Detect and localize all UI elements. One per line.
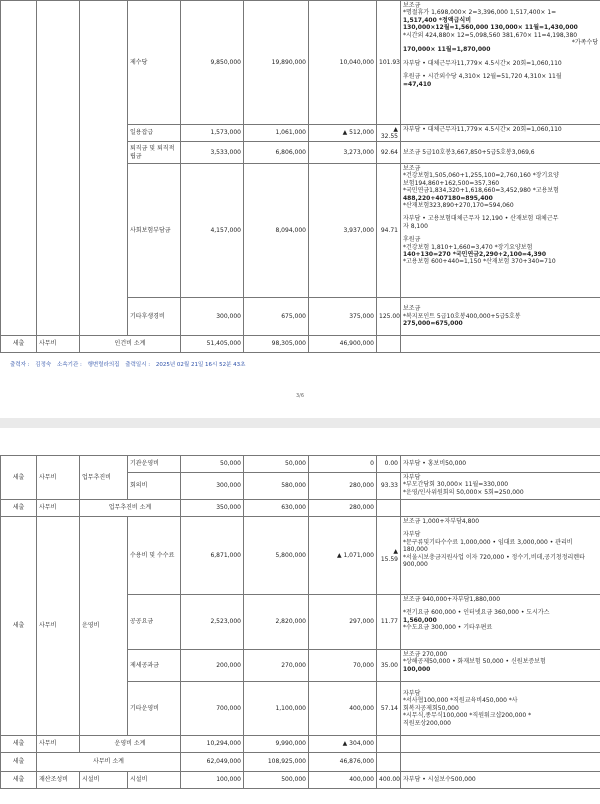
item-notes: 보조금 5급10호봉3,667,850+5급5호봉3,069,6 <box>401 142 600 164</box>
category-cell: 세출 <box>1 500 37 517</box>
category-cell: 재산조성비 <box>37 772 80 789</box>
budget-prev: 2,523,000 <box>181 595 244 650</box>
item-notes: 보조금 *명절휴가 1,698,000× 2=3,396,000 1,517,400× 1= 1,517,400 *정액급식비 130,000×12월=1,560,000 130,000× 11월=1,430,000 *시간외 424,880× 12=5,098,560 381,670× 11=4,198,380 *가족수당 170,000× 11월=1,870,000 자부담 • 대체근무자11,779× 4.5시간× 20회=1,060,110 후원금 • 시간외수당 4,310× 12월=51,720 4,310× 11월 =47,410 <box>401 1 600 125</box>
budget-current: 50,000 <box>244 456 309 473</box>
page-1 <box>0 0 600 353</box>
page-2 <box>0 455 600 789</box>
item-label: 퇴직금 및 퇴직적립금 <box>128 142 181 164</box>
budget-diff: 280,000 <box>309 473 377 500</box>
subtotal-current: 108,925,000 <box>244 753 309 772</box>
budget-current: 1,061,000 <box>244 125 309 142</box>
budget-prev: 700,000 <box>181 682 244 736</box>
table-row <box>1 517 600 595</box>
budget-diff: 3,937,000 <box>309 164 377 298</box>
table-row <box>1 772 600 789</box>
budget-current: 675,000 <box>244 298 309 336</box>
subtotal-current: 9,990,000 <box>244 736 309 753</box>
budget-current: 19,890,000 <box>244 1 309 125</box>
budget-diff: 70,000 <box>309 650 377 682</box>
item-label: 제세공과금 <box>128 650 181 682</box>
category-cell: 사무비 <box>37 336 80 353</box>
budget-current: 6,806,000 <box>244 142 309 164</box>
budget-pct: 92.64 <box>377 142 401 164</box>
budget-diff: 10,040,000 <box>309 1 377 125</box>
subtotal-row <box>1 753 600 772</box>
budget-pct: 35.00 <box>377 650 401 682</box>
page-number: 3/6 <box>295 393 305 399</box>
budget-current: 2,820,000 <box>244 595 309 650</box>
budget-pct: 101.93 <box>377 1 401 125</box>
section-cell <box>1 1 37 336</box>
item-label: 기타후생경비 <box>128 298 181 336</box>
item-label: 사회보험부담금 <box>128 164 181 298</box>
print-info: 출력자 : 김정숙 소속기관 : 행변렬라의집 출력일시 : 2025년 02월 21일 16시 52분 43초 <box>10 362 246 368</box>
budget-pct: 93.33 <box>377 473 401 500</box>
category-cell: 사무비 <box>37 500 80 517</box>
subtotal-row <box>1 736 600 753</box>
budget-current: 8,094,000 <box>244 164 309 298</box>
subtotal-diff: ▲ 304,000 <box>309 736 377 753</box>
category-cell: 세출 <box>1 456 37 500</box>
budget-diff: 0 <box>309 456 377 473</box>
subtotal-label: 사무비 소계 <box>37 753 181 772</box>
item-notes: 보조금 *건강보험1,505,060+1,255,100=2,760,160 *장기요양 보험194,860+162,500=357,360 *국민연금1,834,320+1,618,660=3,452,980 *고용보험 488,220+407180=895,400 *산재보험323,890+270,170=594,060 자부담 • 고용보험대체근무자 12,190 • 산재보험 대체근무 자 8,100 후원금 *건강보험 1,810+1,660=3,470 *장기요양보험 140+130=270 *국민연금2,290+2,100=4,390 *고용보험 600+440=1,150 *산재보험 370+340=710 <box>401 164 600 298</box>
budget-table-page1 <box>0 0 600 353</box>
budget-current: 270,000 <box>244 650 309 682</box>
subtotal-row <box>1 500 600 517</box>
category-cell: 업무추진비 <box>80 456 128 500</box>
item-label: 기관운영비 <box>128 456 181 473</box>
table-row <box>1 456 600 473</box>
budget-diff: ▲ 1,071,000 <box>309 517 377 595</box>
item-notes: 자부담 • 대체근무자11,779× 4.5시간× 20회=1,060,110 <box>401 125 600 142</box>
item-label: 일용잡급 <box>128 125 181 142</box>
subtotal-current: 98,305,000 <box>244 336 309 353</box>
section-cell <box>37 1 80 336</box>
budget-pct: 0.00 <box>377 456 401 473</box>
item-notes: 보조금 *복지포인트 5급10호봉400,000+5급5호봉 275,000=675,000 <box>401 298 600 336</box>
item-notes: 보조금 1,000+자부담4,800 자부담 *문구류및기타수수료 1,000,000 • 임대료 3,000,000 • 관리비 180,000 *서울시보충금지원사업 이자 720,000 • 정수기,비데,공기청정리렌타 900,000 <box>401 517 600 595</box>
category-cell: 세출 <box>1 772 37 789</box>
subtotal-prev: 350,000 <box>181 500 244 517</box>
budget-pct: 94.71 <box>377 164 401 298</box>
item-notes: 자부담 • 시설보수500,000 <box>401 772 600 789</box>
subtotal-label: 업무추진비 소계 <box>80 500 181 517</box>
category-cell: 시설비 <box>80 772 128 789</box>
subtotal-current: 630,000 <box>244 500 309 517</box>
subtotal-prev: 51,405,000 <box>181 336 244 353</box>
budget-current: 500,000 <box>244 772 309 789</box>
budget-prev: 1,573,000 <box>181 125 244 142</box>
budget-prev: 50,000 <box>181 456 244 473</box>
budget-current: 1,100,000 <box>244 682 309 736</box>
budget-prev: 200,000 <box>181 650 244 682</box>
budget-diff: 375,000 <box>309 298 377 336</box>
category-cell: 사무비 <box>37 517 80 736</box>
page-separator <box>0 418 600 428</box>
category-cell: 세출 <box>1 336 37 353</box>
item-label: 시설비 <box>128 772 181 789</box>
item-label: 회의비 <box>128 473 181 500</box>
budget-pct: ▲ 15.59 <box>377 517 401 595</box>
item-label: 제수당 <box>128 1 181 125</box>
item-notes: 자부담 *부모간담회 30,000× 11월=330,000 *운영/인사위원회의 50,000× 5회=250,000 <box>401 473 600 500</box>
budget-table-page2 <box>0 455 600 789</box>
budget-current: 5,800,000 <box>244 517 309 595</box>
item-notes: 자부담 *서사협100,000 *직원교육비450,000 *사 회복지공제회50,000 *시무식,종무식100,000 *직원워크샵200,000 * 직원포상200,000 <box>401 682 600 736</box>
subtotal-diff: 46,900,000 <box>309 336 377 353</box>
budget-pct: 400.00 <box>377 772 401 789</box>
budget-prev: 300,000 <box>181 473 244 500</box>
subtotal-diff: 46,876,000 <box>309 753 377 772</box>
subtotal-diff: 280,000 <box>309 500 377 517</box>
table-row <box>1 1 600 125</box>
subtotal-label: 운영비 소계 <box>80 736 181 753</box>
budget-diff: 400,000 <box>309 772 377 789</box>
item-label: 공공요금 <box>128 595 181 650</box>
budget-current: 580,000 <box>244 473 309 500</box>
category-cell: 세출 <box>1 753 37 772</box>
budget-diff: 297,000 <box>309 595 377 650</box>
category-cell: 세출 <box>1 736 37 753</box>
budget-pct: ▲ 32.55 <box>377 125 401 142</box>
budget-prev: 9,850,000 <box>181 1 244 125</box>
category-cell: 세출 <box>1 517 37 736</box>
item-label: 수용비 및 수수료 <box>128 517 181 595</box>
category-cell: 사무비 <box>37 736 80 753</box>
budget-pct: 11.77 <box>377 595 401 650</box>
category-cell: 운영비 <box>80 517 128 736</box>
item-label: 기타운영비 <box>128 682 181 736</box>
subtotal-row <box>1 336 600 353</box>
budget-prev: 100,000 <box>181 772 244 789</box>
budget-pct: 57.14 <box>377 682 401 736</box>
subtotal-label: 인건비 소계 <box>80 336 181 353</box>
item-notes: 보조금 270,000 *상해공제50,000 • 화재보험 50,000 • 신원보증보험 100,000 <box>401 650 600 682</box>
section-cell <box>80 1 128 336</box>
category-cell: 사무비 <box>37 456 80 500</box>
budget-diff: 400,000 <box>309 682 377 736</box>
budget-prev: 3,533,000 <box>181 142 244 164</box>
budget-prev: 4,157,000 <box>181 164 244 298</box>
item-notes: 자부담 • 홍보비50,000 <box>401 456 600 473</box>
subtotal-prev: 62,049,000 <box>181 753 244 772</box>
budget-prev: 300,000 <box>181 298 244 336</box>
item-notes: 보조금 940,000+자부담1,880,000 *전기요금 600,000 • 인터넷요금 360,000 • 도시가스 1,560,000 *수도요금 300,000 • 기타우편료 <box>401 595 600 650</box>
budget-diff: ▲ 512,000 <box>309 125 377 142</box>
budget-prev: 6,871,000 <box>181 517 244 595</box>
subtotal-prev: 10,294,000 <box>181 736 244 753</box>
budget-pct: 125.00 <box>377 298 401 336</box>
budget-diff: 3,273,000 <box>309 142 377 164</box>
